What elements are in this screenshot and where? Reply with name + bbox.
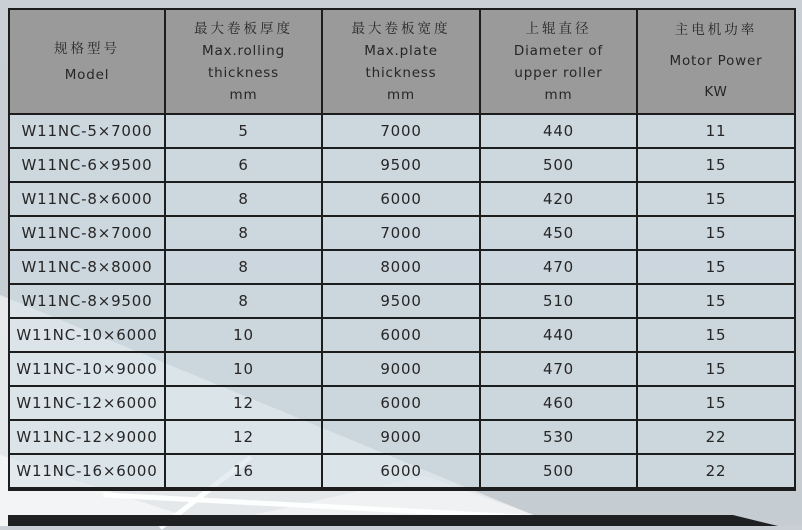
cell-upper-roller-diameter: 440 [480, 318, 637, 352]
cell-upper-roller-diameter: 470 [480, 250, 637, 284]
col-header-model-line: 规格型号 [54, 40, 120, 57]
cell-upper-roller-diameter: 460 [480, 386, 637, 420]
col-header-upper-roller-diameter [480, 9, 637, 114]
cell-model: W11NC-12×9000 [9, 420, 165, 454]
col-header-max-plate-width-line: 最大卷板宽度 [351, 20, 451, 37]
cell-max-plate-width: 9500 [322, 148, 480, 182]
cell-model: W11NC-10×6000 [9, 318, 165, 352]
spec-table [8, 8, 796, 491]
cell-max-rolling-thickness: 8 [165, 216, 322, 250]
col-header-max-rolling-thickness-line: Max.rolling [202, 42, 285, 59]
table-row [9, 114, 795, 148]
cell-max-rolling-thickness: 10 [165, 318, 322, 352]
col-header-max-plate-width-line: Max.plate [364, 42, 438, 59]
header-row [9, 9, 795, 114]
table-row [9, 216, 795, 250]
cell-max-rolling-thickness: 16 [165, 454, 322, 489]
cell-motor-power: 15 [637, 284, 795, 318]
cell-max-plate-width: 9500 [322, 284, 480, 318]
cell-model: W11NC-16×6000 [9, 454, 165, 489]
table-row [9, 420, 795, 454]
cell-max-rolling-thickness: 8 [165, 182, 322, 216]
cell-max-plate-width: 9000 [322, 352, 480, 386]
cell-max-rolling-thickness: 12 [165, 386, 322, 420]
col-header-max-plate-width-line: thickness [365, 64, 437, 81]
cell-model: W11NC-5×7000 [9, 114, 165, 148]
table-row [9, 182, 795, 216]
col-header-motor-power-line: KW [704, 84, 728, 100]
cell-upper-roller-diameter: 440 [480, 114, 637, 148]
cell-max-plate-width: 7000 [322, 216, 480, 250]
col-header-max-plate-width-line: mm [387, 86, 415, 103]
cell-model: W11NC-10×9000 [9, 352, 165, 386]
col-header-motor-power [637, 9, 795, 114]
table-row [9, 148, 795, 182]
table-row [9, 386, 795, 420]
cell-motor-power: 15 [637, 148, 795, 182]
cell-motor-power: 22 [637, 454, 795, 489]
cell-motor-power: 15 [637, 182, 795, 216]
cell-max-plate-width: 8000 [322, 250, 480, 284]
cell-model: W11NC-8×7000 [9, 216, 165, 250]
cell-model: W11NC-8×9500 [9, 284, 165, 318]
cell-model: W11NC-12×6000 [9, 386, 165, 420]
table-row [9, 318, 795, 352]
cell-max-plate-width: 6000 [322, 454, 480, 489]
cell-max-rolling-thickness: 10 [165, 352, 322, 386]
cell-motor-power: 15 [637, 386, 795, 420]
cell-model: W11NC-8×6000 [9, 182, 165, 216]
cell-max-plate-width: 6000 [322, 182, 480, 216]
cell-max-plate-width: 6000 [322, 318, 480, 352]
col-header-upper-roller-diameter-line: 上辊直径 [525, 20, 592, 37]
cell-motor-power: 15 [637, 318, 795, 352]
cell-upper-roller-diameter: 470 [480, 352, 637, 386]
table-row [9, 352, 795, 386]
cell-max-plate-width: 7000 [322, 114, 480, 148]
cell-max-plate-width: 6000 [322, 386, 480, 420]
col-header-max-plate-width [322, 9, 480, 114]
col-header-model [9, 9, 165, 114]
cell-motor-power: 15 [637, 216, 795, 250]
col-header-upper-roller-diameter-line: mm [544, 86, 573, 103]
cell-max-rolling-thickness: 6 [165, 148, 322, 182]
bottom-dark-bar [8, 515, 778, 526]
cell-max-rolling-thickness: 8 [165, 250, 322, 284]
cell-upper-roller-diameter: 500 [480, 454, 637, 489]
table-row [9, 284, 795, 318]
cell-upper-roller-diameter: 450 [480, 216, 637, 250]
cell-motor-power: 15 [637, 352, 795, 386]
cell-upper-roller-diameter: 530 [480, 420, 637, 454]
cell-max-plate-width: 9000 [322, 420, 480, 454]
cell-motor-power: 22 [637, 420, 795, 454]
cell-motor-power: 15 [637, 250, 795, 284]
cell-upper-roller-diameter: 500 [480, 148, 637, 182]
cell-model: W11NC-8×8000 [9, 250, 165, 284]
cell-max-rolling-thickness: 12 [165, 420, 322, 454]
cell-max-rolling-thickness: 8 [165, 284, 322, 318]
table-row [9, 250, 795, 284]
col-header-max-rolling-thickness [165, 9, 322, 114]
col-header-model-line: Model [64, 66, 110, 83]
table-row [9, 454, 795, 489]
cell-model: W11NC-6×9500 [9, 148, 165, 182]
cell-upper-roller-diameter: 510 [480, 284, 637, 318]
cell-upper-roller-diameter: 420 [480, 182, 637, 216]
col-header-motor-power-line: 主电机功率 [674, 22, 758, 38]
col-header-motor-power-line: Motor Power [669, 53, 763, 69]
spec-table-body [9, 114, 795, 489]
cell-max-rolling-thickness: 5 [165, 114, 322, 148]
col-header-upper-roller-diameter-line: upper roller [514, 64, 603, 81]
cell-motor-power: 11 [637, 114, 795, 148]
col-header-max-rolling-thickness-line: thickness [208, 64, 279, 81]
spec-table-header [9, 9, 795, 114]
col-header-max-rolling-thickness-line: 最大卷板厚度 [194, 20, 293, 37]
col-header-upper-roller-diameter-line: Diameter of [513, 42, 604, 59]
col-header-max-rolling-thickness-line: mm [229, 86, 258, 103]
